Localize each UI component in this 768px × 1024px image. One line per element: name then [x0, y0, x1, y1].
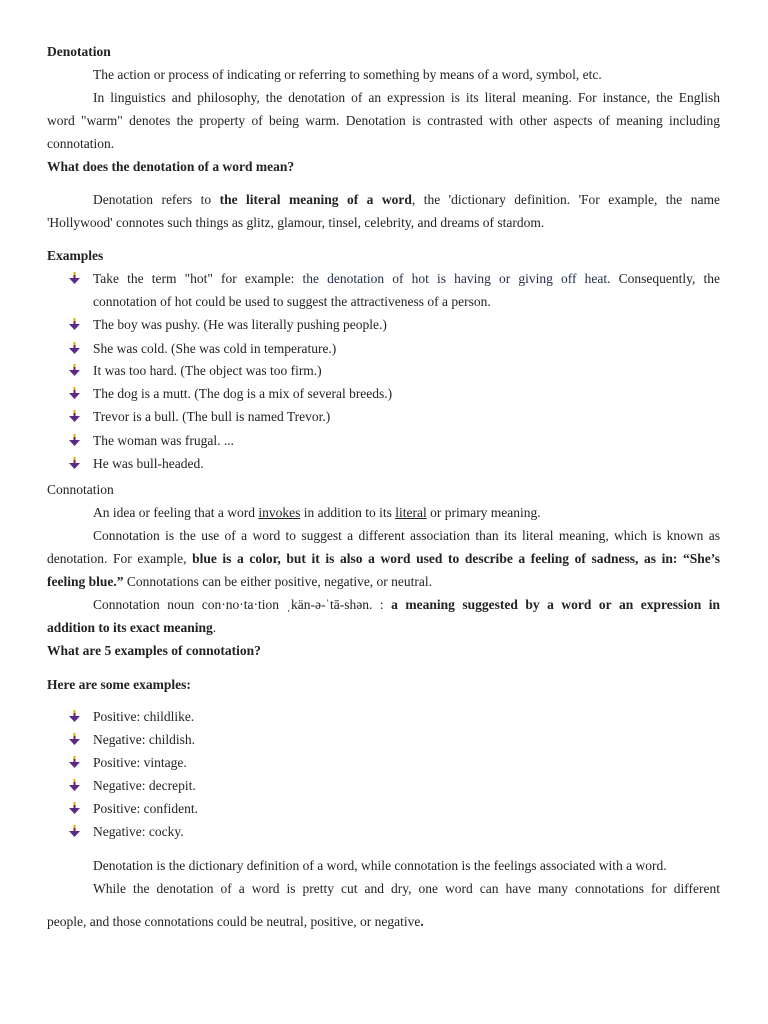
connotation-noun-line-2	[47, 619, 720, 636]
denotation-heading: Denotation	[47, 44, 111, 59]
denotation-question: What does the denotation of a word mean?	[47, 159, 295, 174]
bullet-arrow-icon	[69, 272, 80, 284]
pronunciation-text: Connotation noun con·no·ta·tion ˌkän-ə-ˈtā-shən. :	[93, 597, 392, 612]
list-item: The woman was frugal. ...	[93, 433, 234, 448]
closing-text: people, and those connotations could be neutral, positive, or negative	[47, 914, 421, 929]
bullet-arrow-icon	[69, 756, 80, 768]
list-item: Trevor is a bull. (The bull is named Trevor.)	[93, 409, 331, 424]
list-item: Positive: vintage.	[93, 755, 187, 770]
bullet-arrow-icon	[69, 779, 80, 791]
list-item: Negative: decrepit.	[93, 778, 196, 793]
connotation-paragraph-line-3	[47, 573, 720, 590]
paragraph-bold: blue is a color, but it is also a word used to describe a feeling of sadness, as in: “She’s	[192, 551, 720, 566]
paragraph-bold: feeling blue.”	[47, 574, 124, 589]
bullet-arrow-icon	[69, 710, 80, 722]
list-item: She was cold. (She was cold in temperature.)	[93, 341, 337, 356]
connotation-paragraph-line-2	[47, 550, 720, 567]
connotation-examples-heading: Here are some examples:	[47, 677, 191, 692]
example-item-text: Take the term "hot" for example:	[93, 271, 303, 286]
closing-line-2	[47, 913, 720, 930]
meaning-bold: addition to its exact meaning	[47, 620, 213, 635]
answer-bold: the literal meaning of a word	[219, 192, 412, 207]
list-item: Negative: childish.	[93, 732, 195, 747]
denotation-paragraph-line-2: word "warm" denotes the property of being warm. Denotation is contrasted with other aspects of meaning including	[47, 113, 720, 128]
link-literal[interactable]: literal	[395, 505, 427, 520]
bullet-arrow-icon	[69, 410, 80, 422]
definition-text: An idea or feeling that a word	[93, 505, 259, 520]
answer-text: Denotation refers to	[93, 192, 220, 207]
denotation-paragraph-line-1: In linguistics and philosophy, the denotation of an expression is its literal meaning. For instance, the English	[93, 90, 720, 105]
bullet-arrow-icon	[69, 318, 80, 330]
definition-text: in addition to its	[300, 505, 396, 520]
example-item-1-line-1	[93, 270, 720, 287]
connotation-noun-line-1	[93, 596, 720, 613]
list-item: Positive: childlike.	[93, 709, 195, 724]
bullet-arrow-icon	[69, 364, 80, 376]
examples-heading: Examples	[47, 248, 104, 263]
definition-text: or primary meaning.	[426, 505, 541, 520]
bullet-arrow-icon	[69, 802, 80, 814]
denotation-answer-line-1	[93, 191, 720, 208]
connotation-definition	[93, 504, 720, 521]
bullet-arrow-icon	[69, 342, 80, 354]
paragraph-text: denotation. For example,	[47, 551, 193, 566]
bullet-arrow-icon	[69, 434, 80, 446]
meaning-bold: a meaning suggested by a word or an expression in	[391, 597, 720, 612]
list-item: Positive: confident.	[93, 801, 198, 816]
example-item-highlight: the denotation of hot is having or giving off heat	[302, 271, 608, 286]
closing-period: .	[420, 914, 424, 929]
denotation-answer-line-2: 'Hollywood' connotes such things as glitz, glamour, tinsel, celebrity, and dreams of stardom.	[47, 215, 545, 230]
period: .	[212, 620, 217, 635]
denotation-definition: The action or process of indicating or referring to something by means of a word, symbol, etc.	[93, 67, 602, 82]
list-item: The boy was pushy. (He was literally pushing people.)	[93, 317, 387, 332]
list-item: It was too hard. (The object was too firm.)	[93, 363, 322, 378]
answer-text-tail: , the 'dictionary definition. 'For example, the name	[411, 192, 720, 207]
bullet-arrow-icon	[69, 733, 80, 745]
summary-sentence: Denotation is the dictionary definition of a word, while connotation is the feelings associated with a word.	[93, 858, 667, 873]
link-invokes[interactable]: invokes	[258, 505, 301, 520]
connotation-heading: Connotation	[47, 482, 114, 497]
bullet-arrow-icon	[69, 457, 80, 469]
example-item-text-tail: . Consequently, the	[607, 271, 720, 286]
bullet-arrow-icon	[69, 825, 80, 837]
list-item: Negative: cocky.	[93, 824, 184, 839]
closing-line-1: While the denotation of a word is pretty cut and dry, one word can have many connotations for different	[93, 881, 720, 896]
denotation-paragraph-line-3: connotation.	[47, 136, 115, 151]
example-item-1-line-2: connotation of hot could be used to suggest the attractiveness of a person.	[93, 294, 491, 309]
connotation-question: What are 5 examples of connotation?	[47, 643, 261, 658]
paragraph-text: Connotations can be either positive, negative, or neutral.	[123, 574, 433, 589]
list-item: He was bull-headed.	[93, 456, 204, 471]
list-item: The dog is a mutt. (The dog is a mix of several breeds.)	[93, 386, 393, 401]
connotation-paragraph-line-1: Connotation is the use of a word to suggest a different association than its literal meaning, which is known as	[93, 528, 720, 543]
bullet-arrow-icon	[69, 387, 80, 399]
